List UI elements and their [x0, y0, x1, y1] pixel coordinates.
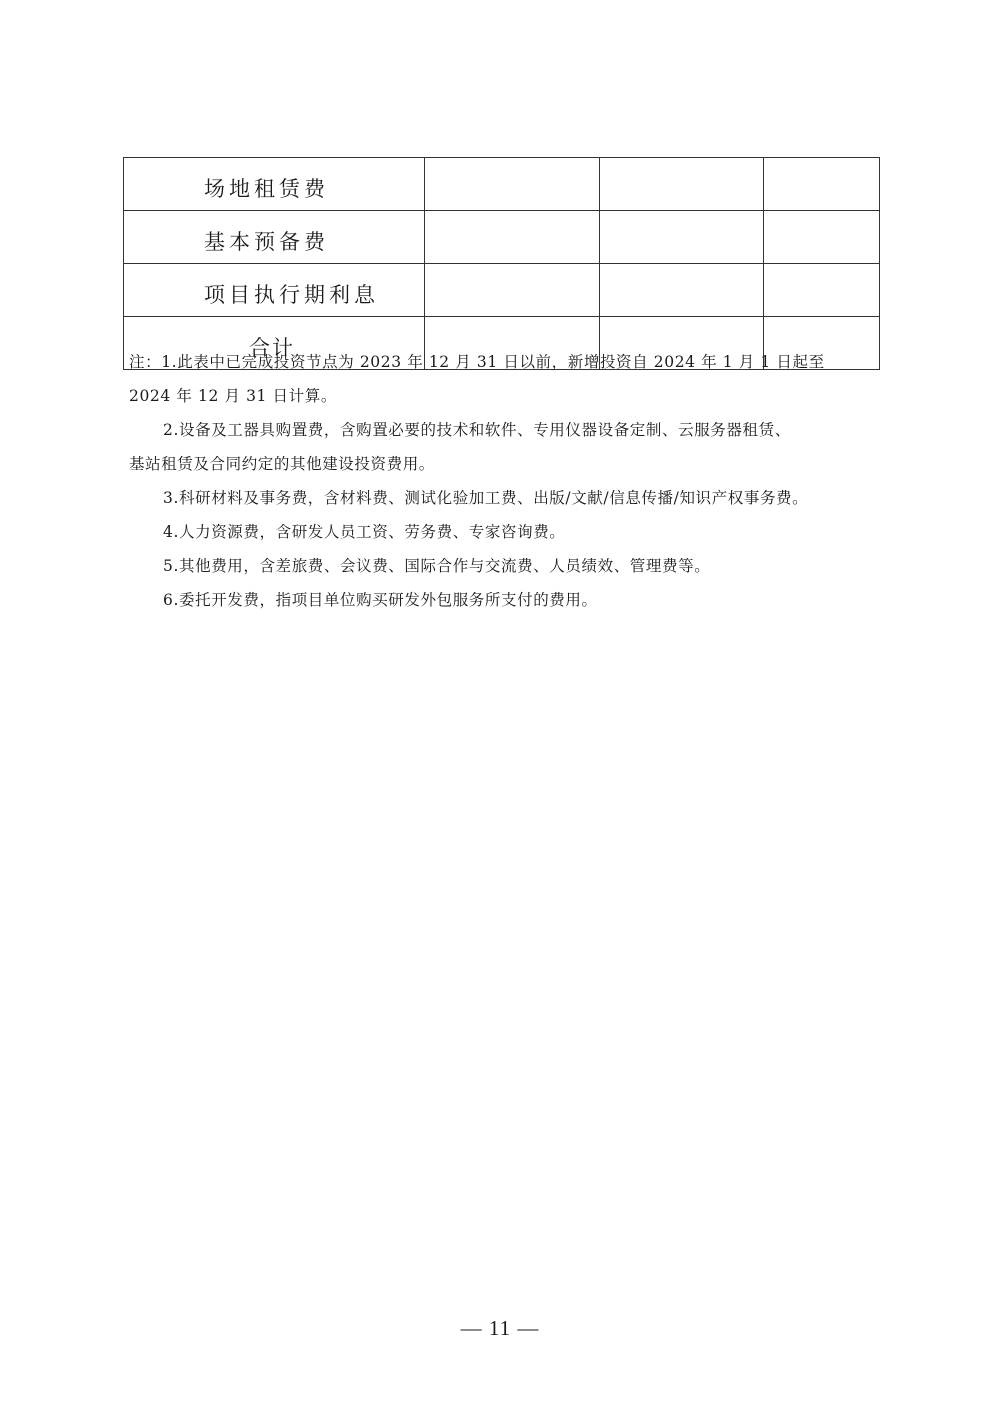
notes-section	[129, 345, 889, 617]
table-cell	[425, 158, 600, 211]
table-cell	[425, 264, 600, 317]
row-label-basic-reserve: 基本预备费	[124, 211, 425, 264]
table-cell	[764, 158, 880, 211]
row-label-venue-rental: 场地租赁费	[124, 158, 425, 211]
note-5: 5.其他费用，含差旅费、会议费、国际合作与交流费、人员绩效、管理费等。	[163, 557, 711, 575]
note-1-line-2: 2024 年 12 月 31 日计算。	[129, 387, 337, 405]
row-label-interest: 项目执行期利息	[124, 264, 425, 317]
table-cell	[764, 264, 880, 317]
cost-table	[123, 157, 880, 370]
table-cell	[600, 264, 764, 317]
table-cell	[425, 211, 600, 264]
note-2-line-2: 基站租赁及合同约定的其他建设投资费用。	[129, 455, 435, 473]
row-label-total: 合计	[124, 317, 425, 370]
table-row	[124, 158, 880, 211]
table-cell	[600, 158, 764, 211]
page-number: — 11 —	[460, 1316, 540, 1340]
note-6: 6.委托开发费，指项目单位购买研发外包服务所支付的费用。	[163, 591, 598, 609]
note-4: 4.人力资源费，含研发人员工资、劳务费、专家咨询费。	[163, 523, 566, 541]
table-cell	[764, 211, 880, 264]
table-cell	[600, 211, 764, 264]
note-1-line-1: 注：1.此表中已完成投资节点为 2023 年 12 月 31 日以前，新增投资自 2024 年 1 月 1 日起至	[129, 353, 825, 371]
note-2-line-1: 2.设备及工器具购置费，含购置必要的技术和软件、专用仪器设备定制、云服务器租赁、	[163, 421, 791, 439]
table-row	[124, 264, 880, 317]
note-3: 3.科研材料及事务费，含材料费、测试化验加工费、出版/文献/信息传播/知识产权事务费。	[163, 489, 809, 507]
table-row	[124, 211, 880, 264]
